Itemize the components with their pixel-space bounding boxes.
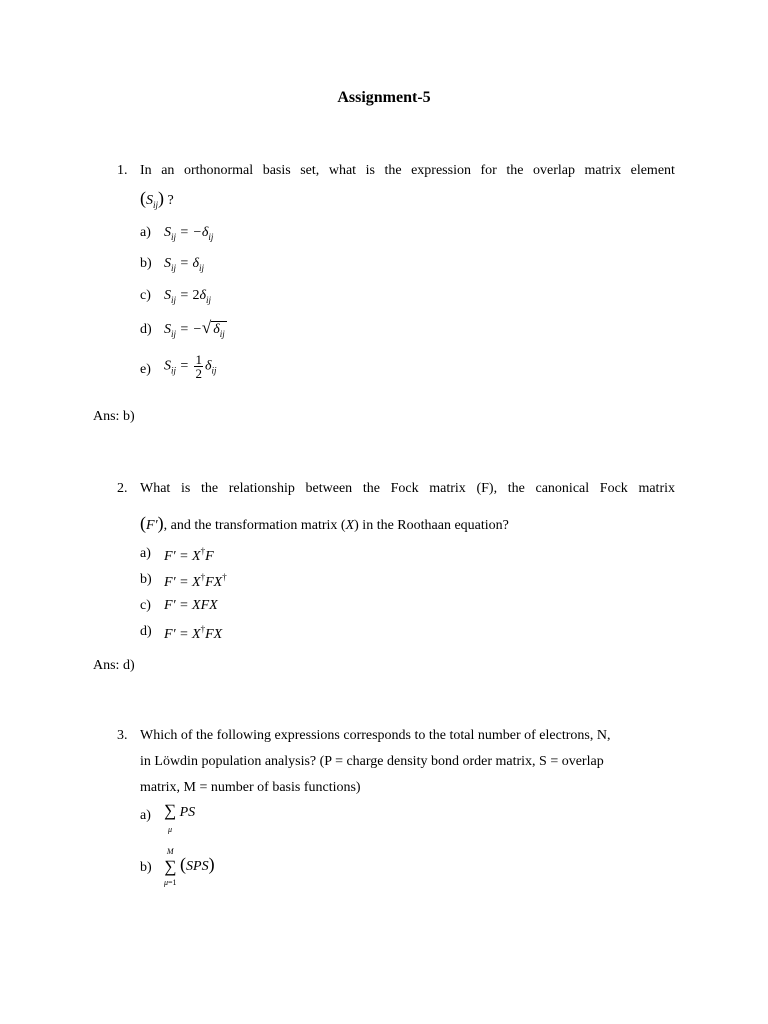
q1-line1-word: element (630, 163, 675, 178)
q2-option-b-math: F′ = X†FX† (164, 572, 227, 590)
q2-line1-word: is (180, 481, 191, 496)
question-1-number: 1. (117, 163, 128, 178)
q3-option-a-math: ∑ μ PS (164, 801, 196, 834)
q2-line1-word: relationship (228, 481, 295, 496)
q1-option-e-math: $S_{ij}$ = $\frac{1}{2}$ $\delta_{ij}$ (164, 352, 217, 381)
q2-line1-word: What (140, 481, 171, 496)
q1-line1-word: an (161, 163, 175, 178)
question-2-number: 2. (117, 481, 128, 496)
question-1-line-2: $(S_{ij})$ ? (140, 188, 174, 210)
question-3-number: 3. (117, 728, 128, 743)
q2-line1-word: matrix (638, 481, 675, 496)
q2-line1-word: canonical (535, 481, 590, 496)
q1-line1-word: matrix (584, 163, 622, 178)
q2-line2-text-b: ) in the Roothaan equation? (354, 518, 509, 533)
q2-option-b-label: b) (140, 572, 152, 587)
q2-line1-word: the (362, 481, 380, 496)
q1-line1-word: the (506, 163, 524, 178)
q1-line1-word: In (140, 163, 152, 178)
q2-line2-text-a: , and the transformation matrix ( (163, 518, 346, 533)
q1-option-d-label: d) (140, 322, 152, 337)
q1-option-c-math: $S_{ij} = 2\delta_{ij}$ (164, 288, 211, 305)
q1-line1-word: the (384, 163, 402, 178)
q1-line1-word: what (328, 163, 357, 178)
q1-line1-word: for (480, 163, 497, 178)
q2-option-c-math: F′ = XFX (164, 598, 218, 613)
q2-line1-word: between (305, 481, 353, 496)
q2-line1-word: Fock (599, 481, 628, 496)
q1-line1-word: overlap (533, 163, 575, 178)
q1-line1-word: is (365, 163, 375, 178)
question-2-line-2: (F′), and the transformation matrix (X) in the Roothaan equation? (140, 513, 509, 533)
question-3-line-2: in Löwdin population analysis? (P = charge density bond order matrix, S = overlap (140, 754, 604, 769)
q3-option-a-label: a) (140, 808, 151, 823)
q2-line1-word: Fock (390, 481, 419, 496)
q1-line1-word: orthonormal (183, 163, 254, 178)
q1-answer: Ans: b) (93, 409, 135, 424)
q2-option-d-math: F′ = X†FX (164, 624, 223, 642)
q1-line1-word: set, (300, 163, 320, 178)
q2-line1-word: the (507, 481, 525, 496)
page-title: Assignment-5 (337, 89, 431, 106)
question-2-line-1 (140, 481, 675, 497)
q2-line1-word: the (200, 481, 219, 496)
q1-line1-word: basis (262, 163, 291, 178)
q2-option-a-label: a) (140, 546, 151, 561)
q2-answer: Ans: d) (93, 658, 135, 673)
question-3-line-1: Which of the following expressions corresponds to the total number of electrons, N, (140, 728, 611, 743)
q1-option-c-label: c) (140, 288, 151, 303)
q1-option-e-label: e) (140, 362, 151, 377)
q3-option-b-label: b) (140, 860, 152, 875)
q1-line1-word: expression (411, 163, 471, 178)
q2-option-a-math: F′ = X†F (164, 546, 214, 564)
q2-option-c-label: c) (140, 598, 151, 613)
q3-option-b-math: M ∑ μ=1 (SPS) (164, 847, 215, 887)
q2-line2-x: X (345, 518, 355, 533)
q1-option-a-math: $S_{ij} = -\delta_{ij}$ (164, 225, 214, 242)
q1-option-b-math: $S_{ij} = \delta_{ij}$ (164, 256, 204, 273)
question-1-mark: ? (167, 193, 174, 208)
q2-option-d-label: d) (140, 624, 152, 639)
question-3-line-3: matrix, M = number of basis functions) (140, 780, 361, 795)
question-1-line-1 (140, 163, 675, 179)
q1-option-b-label: b) (140, 256, 152, 271)
q2-line1-word: (F), (476, 481, 498, 496)
q1-option-d-math: $S_{ij}$ = −√ $\delta_{ij}$ (164, 318, 225, 339)
q2-line1-word: matrix (429, 481, 466, 496)
q1-option-a-label: a) (140, 225, 151, 240)
